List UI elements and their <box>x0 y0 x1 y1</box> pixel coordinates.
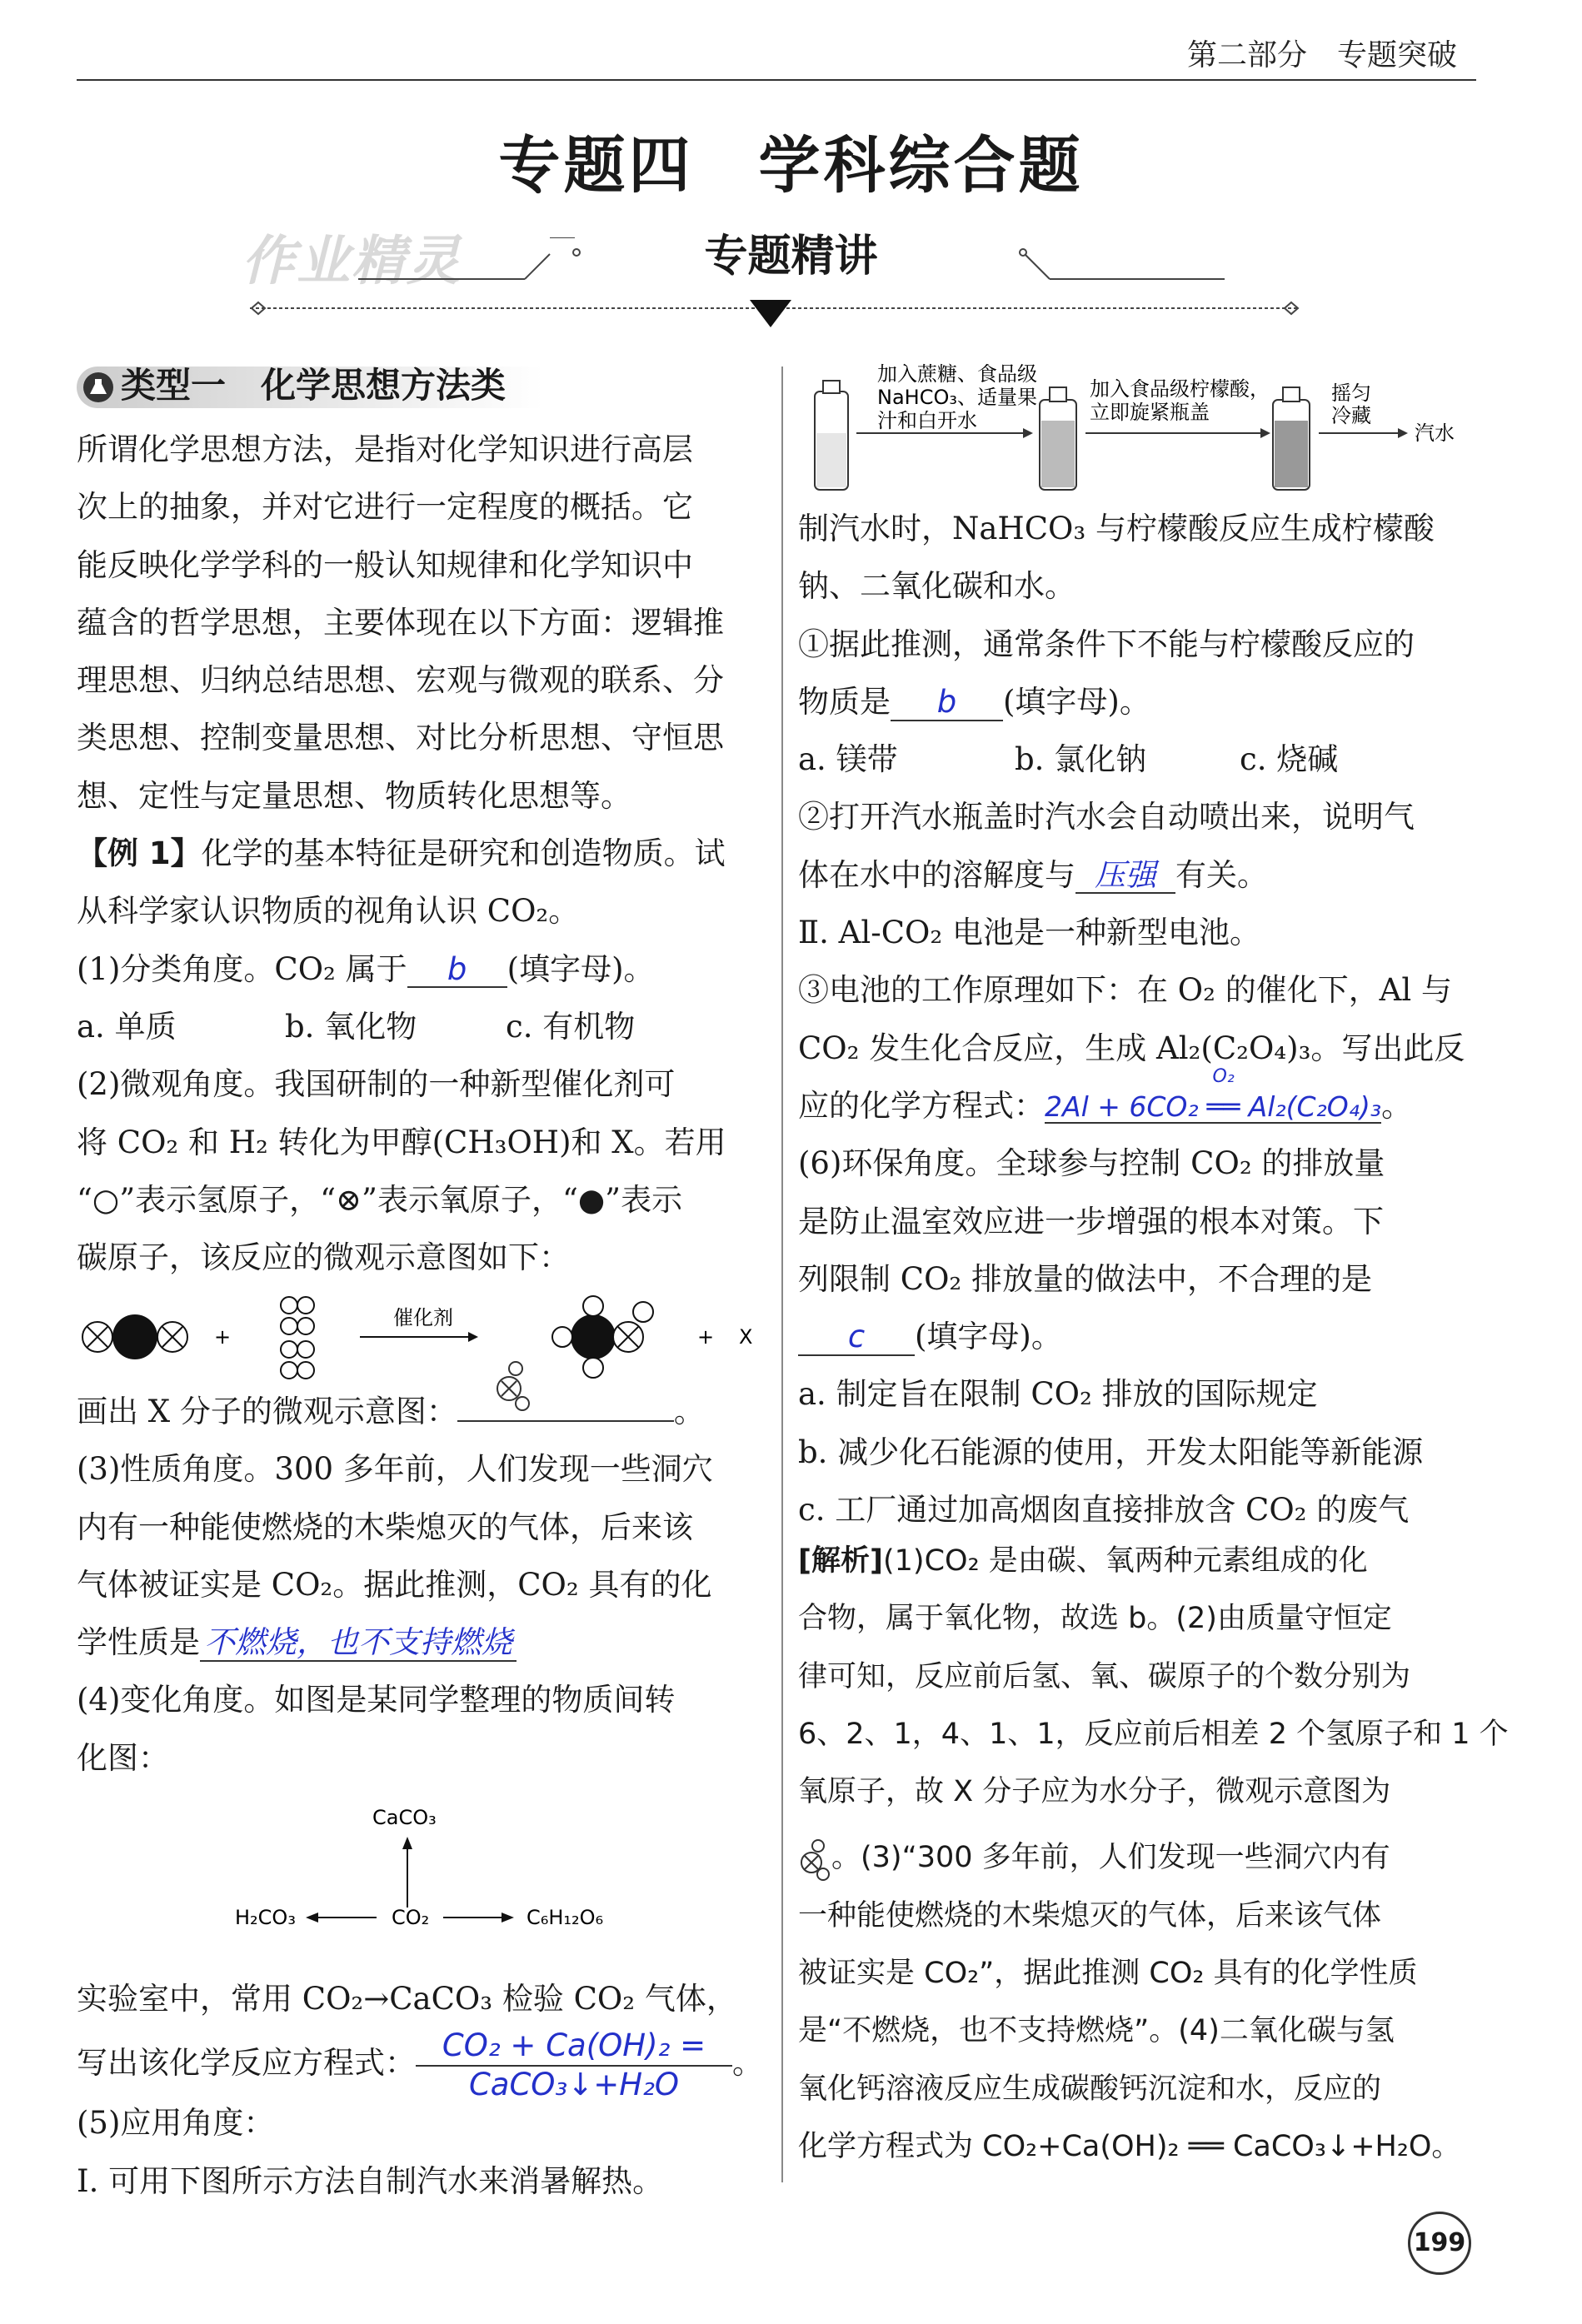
left-column-middle <box>77 1383 768 1787</box>
q1-option: c. 有机物 <box>506 1008 636 1045</box>
example-line: 化学的基本特征是研究和创造物质。试 <box>201 835 726 872</box>
q2-draw: 画出 X 分子的微观示意图： 。 <box>77 1383 768 1440</box>
q4-eq-answer <box>416 2027 732 2103</box>
step2-line: 立即旋紧瓶盖 <box>1090 401 1210 424</box>
analysis-line: 被证实是 CO₂”，据此推测 CO₂ 具有的化学性质 <box>798 1957 1418 1991</box>
analysis-line: 化学方程式为 CO₂+Ca(OH)₂ ══ CaCO₃↓+H₂O。 <box>798 2129 1461 2163</box>
header-rule <box>77 79 1476 81</box>
q-r3-answer-left: 2Al + 6CO₂ <box>1045 1090 1199 1123</box>
example-intro <box>77 825 768 882</box>
co2-molecule <box>82 1314 187 1359</box>
q4-lab-line: 实验室中，常用 CO₂→CaCO₃ 检验 CO₂ 气体， <box>77 1981 737 2017</box>
q1-options <box>77 998 768 1055</box>
q6-suffix: (填字母)。 <box>915 1319 1062 1355</box>
question-r3 <box>798 1065 1490 1135</box>
q-r1-option: b. 氯化钠 <box>1015 741 1147 778</box>
page-title: 专题四 学科综合题 <box>498 130 1084 202</box>
step2-line: 加入食品级柠檬酸， <box>1090 377 1270 401</box>
q6-line: 列限制 CO₂ 排放量的做法中，不合理的是 <box>798 1260 1372 1297</box>
ii-line: Ⅱ. Al-CO₂ 电池是一种新型电池。 <box>798 915 1260 951</box>
q-r3-line: ③电池的工作原理如下：在 O₂ 的催化下，Al 与 <box>798 972 1453 1009</box>
q4-eq-answer-bottom: CaCO₃↓+H₂O <box>468 2066 680 2102</box>
analysis-line: (1)CO₂ 是由碳、氧两种元素组成的化 <box>883 1544 1368 1578</box>
q2-line: “○”表示氢原子，“⊗”表示氧原子，“●”表示 <box>77 1181 683 1218</box>
page-number: 199 <box>1408 2212 1471 2275</box>
catalyst-label: 催化剂 <box>393 1306 453 1329</box>
right-line: 制汽水时，NaHCO₃ 与柠檬酸反应生成柠檬酸 <box>798 511 1435 546</box>
section-subtitle: 专题精讲 <box>704 232 878 282</box>
analysis-label: [解析] <box>798 1544 883 1578</box>
analysis-line: 合物，属于氧化物，故选 b。(2)由质量守恒定 <box>798 1602 1392 1636</box>
q1-option: a. 单质 <box>77 1008 177 1045</box>
intro-line: 蕴含的哲学思想，主要体现在以下方面：逻辑推 <box>77 604 724 641</box>
q4-equation <box>77 2027 768 2102</box>
step3-line: 冷藏 <box>1331 404 1371 427</box>
q2-line: 碳原子，该反应的微观示意图如下： <box>77 1239 570 1276</box>
step1-line: NaHCO₃、适量果 <box>877 386 1037 409</box>
q4-line: 化图： <box>77 1739 169 1776</box>
step1-line: 加入蔗糖、食品级 <box>877 362 1037 386</box>
q-r2-suffix: 有关。 <box>1175 856 1268 893</box>
question-6 <box>798 1308 1490 1365</box>
q1-answer: b <box>407 953 507 989</box>
q6-line: (6)环保角度。全球参与控制 CO₂ 的排放量 <box>798 1145 1385 1182</box>
analysis-line: 。(3)“300 多年前，人们发现一些洞穴内有 <box>831 1841 1390 1875</box>
q-r1-options <box>798 731 1490 788</box>
plus-sign: + <box>214 1325 232 1349</box>
analysis-first <box>798 1533 1490 1590</box>
analysis-line: 一种能使燃烧的木柴熄灭的气体，后来该气体 <box>798 1898 1382 1933</box>
analysis-line: 氧化钙溶液反应生成碳酸钙沉淀和水，反应的 <box>798 2072 1382 2106</box>
q-r3-answer-right: Al₂(C₂O₄)₃ <box>1248 1090 1382 1123</box>
intro-line: 能反映化学学科的一般认知规律和化学知识中 <box>77 546 693 583</box>
watermark-logo: 作业精灵 <box>242 231 462 292</box>
conv-left: H₂CO₃ <box>235 1906 296 1929</box>
q4-eq-prefix: 写出该化学反应方程式： <box>77 2045 416 2082</box>
conv-center: CO₂ <box>392 1906 430 1929</box>
intro-line: 次上的抽象，并对它进行一定程度的概括。它 <box>77 489 693 526</box>
q-r3-line: CO₂ 发生化合反应，生成 Al₂(C₂O₄)₃。写出此反 <box>798 1030 1465 1066</box>
q6-option: b. 减少化石能源的使用，开发太阳能等新能源 <box>798 1434 1424 1470</box>
analysis-line: 律可知，反应前后氢、氧、碳原子的个数分别为 <box>798 1659 1411 1693</box>
left-column-lower <box>77 1970 768 2210</box>
soda-process-diagram <box>798 362 1490 496</box>
q2-line: (2)微观角度。我国研制的一种新型催化剂可 <box>77 1066 676 1103</box>
q5-line: (5)应用角度： <box>77 2105 275 2142</box>
q1-suffix: (填字母)。 <box>507 950 655 987</box>
example-label: 【例 1】 <box>77 835 202 872</box>
right-line: 钠、二氧化碳和水。 <box>798 568 1075 605</box>
reaction-micro-diagram <box>77 1287 768 1387</box>
subtitle-ornament <box>250 237 1316 329</box>
q-r3-prefix: 应的化学方程式： <box>798 1087 1045 1124</box>
q-r3-condition: O₂ <box>1212 1065 1235 1087</box>
q3-answer: 不燃烧，也不支持燃烧 <box>200 1626 517 1662</box>
plus-sign: + <box>697 1325 715 1349</box>
analysis-section <box>798 1533 1509 2176</box>
q6-option: a. 制定旨在限制 CO₂ 排放的国际规定 <box>798 1376 1318 1413</box>
conv-top: CaCO₃ <box>372 1806 437 1829</box>
x-label: X <box>739 1325 753 1349</box>
flask-icon <box>82 371 115 404</box>
q3-prefix: 学性质是 <box>77 1624 200 1661</box>
intro-line: 想、定性与定量思想、物质转化思想等。 <box>77 777 631 814</box>
question-r2 <box>798 846 1490 904</box>
q-r1-option: a. 镁带 <box>798 741 898 778</box>
bottle-1 <box>815 381 848 490</box>
q6-answer: c <box>798 1320 915 1356</box>
conversion-diagram <box>77 1799 768 1949</box>
q-r1-answer: b <box>891 686 1003 721</box>
analysis-line: 氧原子，故 X 分子应为水分子，微观示意图为 <box>798 1775 1391 1809</box>
question-1 <box>77 940 768 998</box>
analysis-line-6 <box>798 1829 1490 1887</box>
methanol-molecule <box>552 1296 653 1378</box>
right-column <box>798 500 1490 1539</box>
type-heading: 类型一 化学思想方法类 <box>121 365 507 406</box>
q-r2-prefix: 体在水中的溶解度与 <box>798 856 1075 893</box>
q3-line: 内有一种能使燃烧的木柴熄灭的气体，后来该 <box>77 1509 693 1545</box>
q2-draw-blank <box>457 1387 674 1422</box>
analysis-line: 6、2、1，4、1、1，反应前后相差 2 个氢原子和 1 个 <box>798 1717 1509 1751</box>
question-r1 <box>798 673 1490 731</box>
q1-option: b. 氧化物 <box>285 1008 417 1045</box>
right-line: ①据此推测，通常条件下不能与柠檬酸反应的 <box>798 626 1415 662</box>
q3-line: 气体被证实是 CO₂。据此推测，CO₂ 具有的化 <box>77 1566 712 1603</box>
water-molecule-drawing <box>491 1352 541 1419</box>
q-r1-option: c. 烧碱 <box>1240 741 1339 778</box>
q-r3-end: 。 <box>1381 1087 1413 1124</box>
q2-draw-prefix: 画出 X 分子的微观示意图： <box>77 1394 457 1429</box>
q-r1-suffix: (填字母)。 <box>1003 683 1150 720</box>
q4-eq-end: 。 <box>732 2045 763 2082</box>
result-label: 汽水 <box>1415 421 1455 445</box>
q3-line: (3)性质角度。300 多年前，人们发现一些洞穴 <box>77 1451 713 1488</box>
bottle-2 <box>1040 387 1076 490</box>
intro-line: 理思想、归纳总结思想、宏观与微观的联系、分 <box>77 662 724 699</box>
q1-prefix: (1)分类角度。CO₂ 属于 <box>77 950 407 987</box>
conv-right: C₆H₁₂O₆ <box>527 1906 604 1929</box>
step1-line: 汁和白开水 <box>877 409 977 432</box>
intro-line: 类思想、控制变量思想、对比分析思想、守恒思 <box>77 720 724 756</box>
q-r1-prefix: 物质是 <box>798 683 891 720</box>
left-column-upper <box>77 421 768 1286</box>
q-r3-answer <box>1045 1065 1382 1124</box>
q2-line: 将 CO₂ 和 H₂ 转化为甲醇(CH₃OH)和 X。若用 <box>77 1124 726 1160</box>
step3-line: 摇匀 <box>1331 382 1371 405</box>
q-r2-answer: 压强 <box>1075 859 1175 895</box>
bottle-3 <box>1273 387 1310 490</box>
intro-line: 所谓化学思想方法，是指对化学知识进行高层 <box>77 431 693 467</box>
analysis-line: 是“不燃烧，也不支持燃烧”。(4)二氧化碳与氢 <box>798 2014 1395 2048</box>
question-3 <box>77 1613 768 1671</box>
example-line: 从科学家认识物质的视角认识 CO₂。 <box>77 893 580 930</box>
h2-molecules <box>281 1297 314 1379</box>
q6-line: 是防止温室效应进一步增强的根本对策。下 <box>798 1203 1384 1239</box>
q-r3-arrow: O₂ ══ <box>1199 1092 1249 1122</box>
water-molecule-icon <box>798 1836 831 1882</box>
q6-option: c. 工厂通过加高烟囱直接排放含 CO₂ 的废气 <box>798 1492 1410 1529</box>
q-r2-line: ②打开汽水瓶盖时汽水会自动喷出来，说明气 <box>798 799 1415 835</box>
running-header: 第二部分 专题突破 <box>1186 38 1457 72</box>
q4-line: (4)变化角度。如图是某同学整理的物质间转 <box>77 1682 676 1718</box>
q4-eq-answer-top: CO₂ + Ca(OH)₂ = <box>416 2027 732 2066</box>
column-divider <box>781 367 783 2182</box>
q5-i: Ⅰ. 可用下图所示方法自制汽水来消暑解热。 <box>77 2162 664 2199</box>
